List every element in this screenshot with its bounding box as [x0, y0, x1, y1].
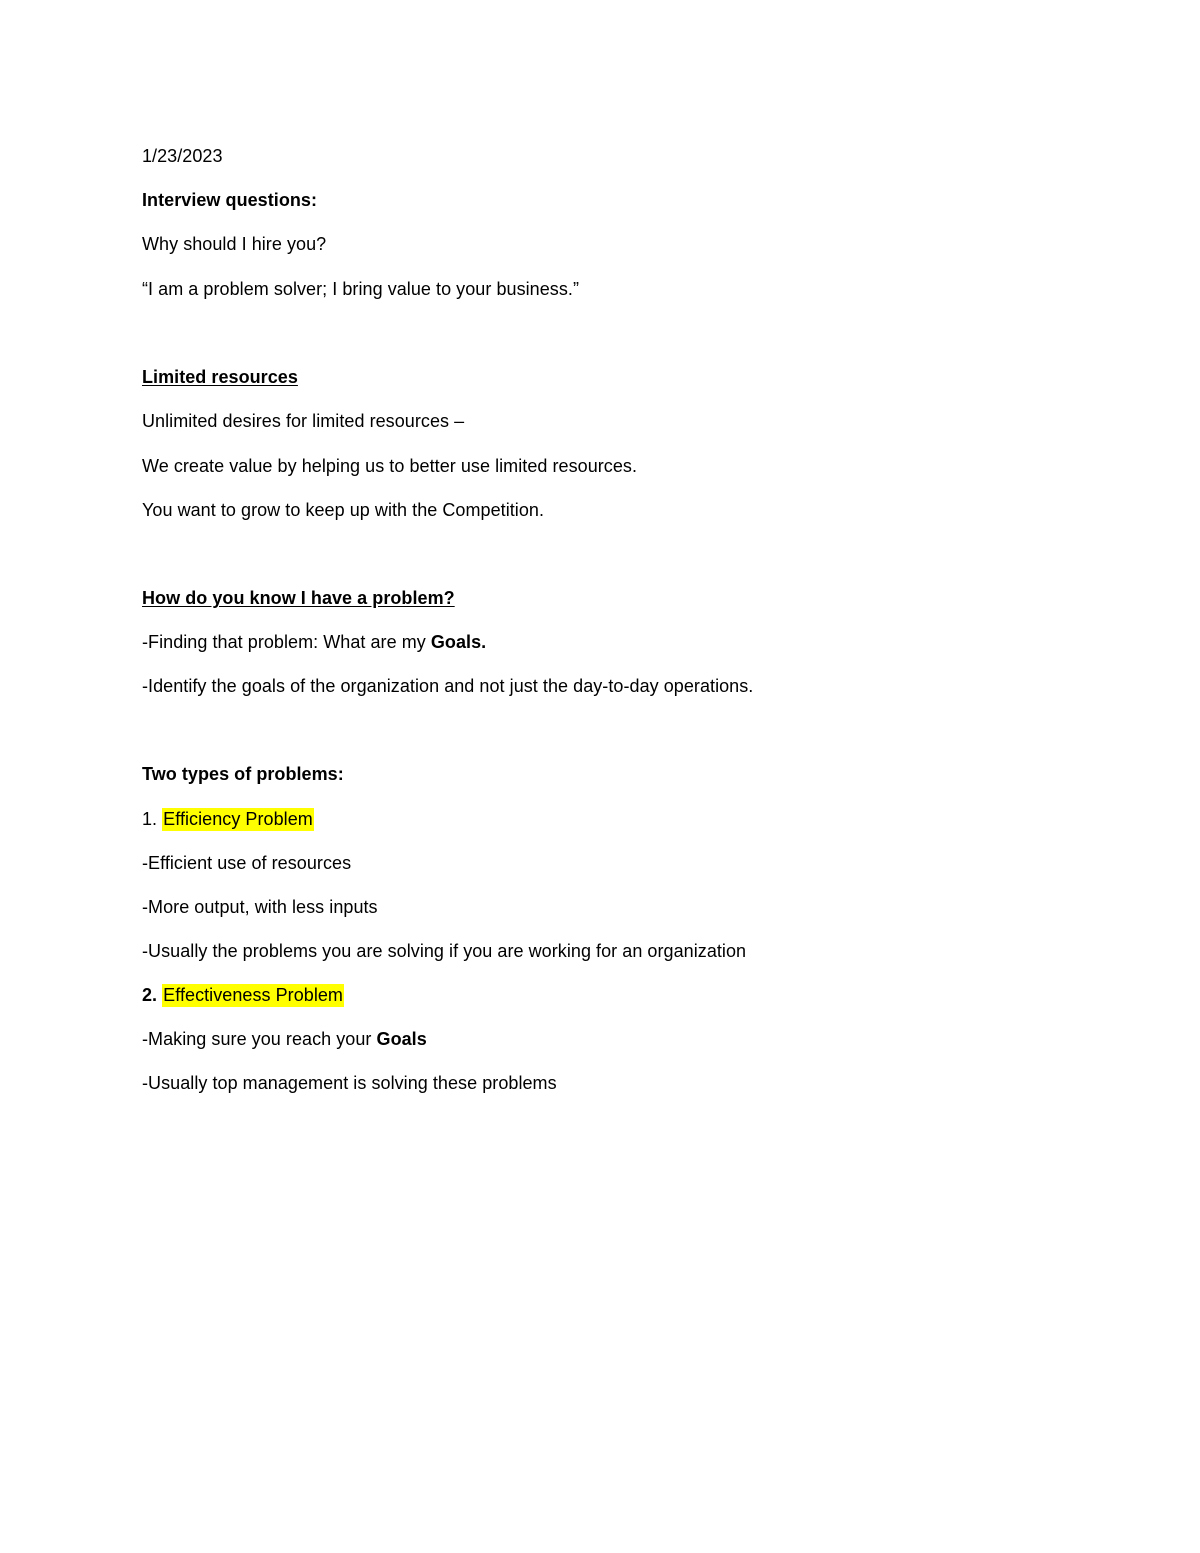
goals-bold-text: Goals. — [430, 632, 487, 652]
limited-resources-line: We create value by helping us to better use limited resources. — [142, 456, 638, 476]
interview-question: Why should I hire you? — [142, 234, 327, 254]
problem-type-1 — [142, 808, 314, 830]
interview-answer: “I am a problem solver; I bring value to your business.” — [142, 279, 579, 299]
goals-bold-text: Goals — [376, 1029, 427, 1049]
how-know-line-2: -Identify the goals of the organization and not just the day-to-day operations. — [142, 676, 754, 696]
effectiveness-detail-prefix: -Making sure you reach your — [142, 1029, 377, 1049]
effectiveness-detail — [142, 1028, 427, 1050]
efficiency-detail: -Usually the problems you are solving if you are working for an organization — [142, 941, 747, 961]
how-know-line-1-prefix: -Finding that problem: What are my — [142, 632, 431, 652]
limited-resources-line: Unlimited desires for limited resources – — [142, 411, 465, 431]
limited-resources-heading: Limited resources — [142, 367, 298, 387]
efficiency-detail: -More output, with less inputs — [142, 897, 378, 917]
limited-resources-line: You want to grow to keep up with the Competition. — [142, 500, 545, 520]
how-know-line-1 — [142, 631, 486, 653]
date-text: 1/23/2023 — [142, 146, 223, 166]
problem-type-2 — [142, 984, 344, 1006]
efficiency-problem-highlight: Efficiency Problem — [163, 809, 313, 829]
how-know-heading: How do you know I have a problem? — [142, 588, 455, 608]
effectiveness-detail: -Usually top management is solving these problems — [142, 1073, 557, 1093]
interview-heading: Interview questions: — [142, 190, 318, 210]
efficiency-detail: -Efficient use of resources — [142, 853, 352, 873]
effectiveness-problem-highlight: Effectiveness Problem — [163, 985, 343, 1005]
two-types-heading: Two types of problems: — [142, 764, 344, 784]
problem-type-2-number: 2. — [142, 985, 163, 1005]
problem-type-1-number: 1. — [142, 809, 163, 829]
